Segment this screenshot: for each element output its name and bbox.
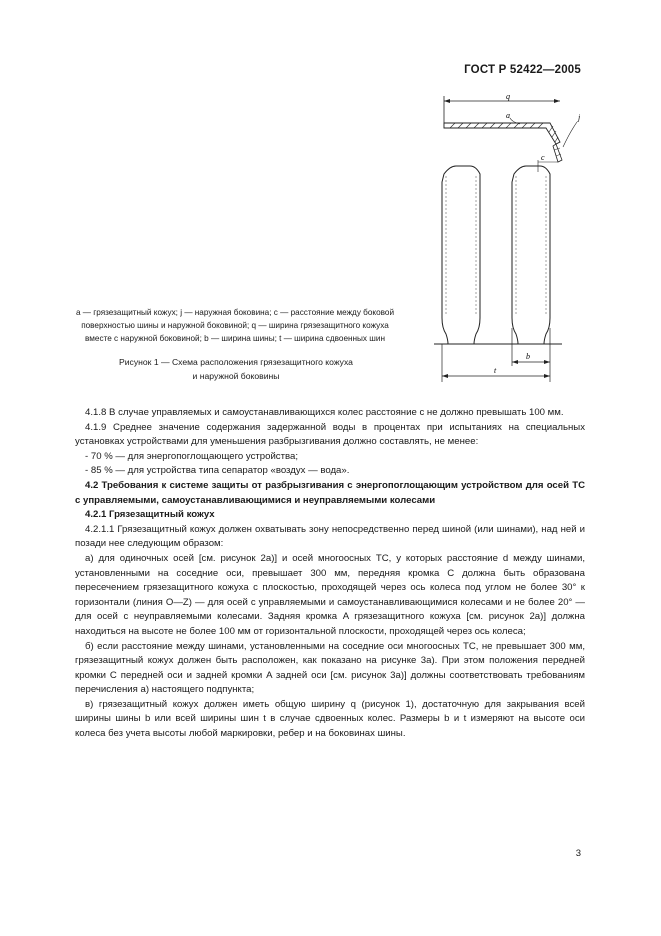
list-item-85: - 85 % — для устройства типа сепаратор «воздух — вода». bbox=[85, 465, 350, 477]
paragraph-item-a: а) для одиночных осей [см. рисунок 2а)] и осей многоосных ТС, у которых расстояние d между шинами, установленными на соседние оси, превышает 300 мм, передняя кромка C должна быть образована пересечением грязезащитного кожуха с плоскостью, проходящей через ось колеса под углом не более 30° к горизонтали (линия O—Z) — для осей с управляемыми и самоустанавливающимися колесами и не более 20° — для осей с неуправляемыми колесами. Задняя кромка A грязезащитного кожуха [см. рисунок 2а)] должна находиться на высоте не более 100 мм от горизонтальной плоскости, проходящей через ось колеса; bbox=[75, 552, 585, 637]
caption-line-2: и наружной боковины bbox=[192, 371, 280, 381]
legend-line-2: поверхностью шины и наружной боковиной; q — ширина грязезащитного кожуха bbox=[81, 321, 389, 330]
paragraph-4-1-9: 4.1.9 Среднее значение содержания задержанной воды в процентах при испытаниях на специальных установках устройствами для уменьшения разбрызгивания должно составлять, не менее: bbox=[75, 421, 585, 448]
label-j: j bbox=[578, 113, 581, 122]
paragraph-4-2-1-1: 4.2.1.1 Грязезащитный кожух должен охватывать зону непосредственно перед шиной (или шинами), над ней и позади нее следующим образом: bbox=[75, 523, 585, 550]
label-q: q bbox=[506, 92, 510, 101]
heading-4-2: 4.2 Требования к системе защиты от разбрызгивания с энергопоглощающим устройством для осей ТС с управляемыми, самоустанавливающимися и неуправляемыми колесами bbox=[75, 479, 585, 506]
paragraph-4-1-8: 4.1.8 В случае управляемых и самоустанавливающихся колес расстояние c не должно превышать 100 мм. bbox=[85, 407, 564, 418]
legend-line-3: вместе с наружной боковиной; b — ширина шины; t — ширина сдвоенных шин bbox=[85, 334, 385, 343]
body-text bbox=[75, 406, 585, 742]
paragraph-item-v: в) грязезащитный кожух должен иметь общую ширину q (рисунок 1), достаточную для закрывания всей ширины шины b или всей ширины шин t в случае сдвоенных колес. Размеры b и t измеряют на высоте оси колеса без учета высоты любой маркировки, ребер и на боковинах шины. bbox=[75, 698, 585, 740]
document-header: ГОСТ Р 52422—2005 bbox=[464, 64, 581, 76]
label-c: c bbox=[541, 153, 545, 162]
figure-1-diagram bbox=[430, 92, 590, 382]
legend-line-1: а — грязезащитный кожух; j — наружная боковина; c — расстояние между боковой bbox=[75, 308, 395, 317]
label-t: t bbox=[494, 366, 497, 375]
paragraph-item-b: б) если расстояние между шинами, установленными на соседние оси многоосных ТС, не превышает 300 мм, грязезащитный кожух должен быть расположен, как показано на рисунке 3а). При этом положения передней кромки C передней оси и задней кромки A задней оси [см. рисунок 3а)] должны соответствовать требованиям перечисления а) настоящего подпункта; bbox=[75, 640, 585, 696]
mudguard-shape bbox=[444, 123, 560, 144]
label-a: a bbox=[506, 111, 510, 120]
figure-caption bbox=[86, 355, 386, 383]
figure-legend bbox=[58, 306, 412, 345]
list-item-70: - 70 % — для энергопоглощающего устройства; bbox=[85, 450, 298, 462]
page-number: 3 bbox=[575, 848, 581, 859]
heading-4-2-1: 4.2.1 Грязезащитный кожух bbox=[85, 509, 215, 521]
caption-line-1: Рисунок 1 — Схема расположения грязезащитного кожуха bbox=[119, 357, 353, 367]
label-b: b bbox=[526, 352, 530, 361]
